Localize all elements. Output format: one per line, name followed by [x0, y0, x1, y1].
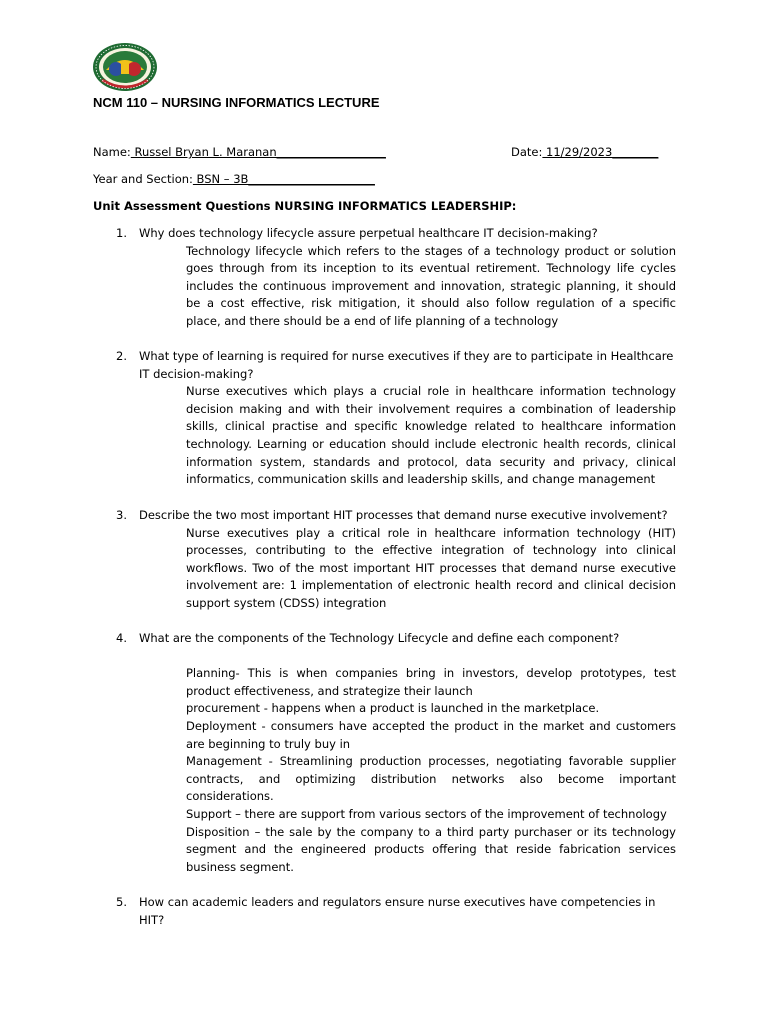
- question-number: 5.: [116, 895, 127, 909]
- question-text: Describe the two most important HIT processes that demand nurse executive involvement?: [139, 508, 668, 522]
- component-disposition: Disposition – the sale by the company to a third party purchaser or its technology segment and the engineered products offering that reside fabrication services business segment.: [186, 824, 676, 874]
- question-text: What type of learning is required for nurse executives if they are to participate in Healthcare IT decision-making?: [139, 349, 674, 381]
- question-text: How can academic leaders and regulators ensure nurse executives have competencies in HIT?: [139, 895, 656, 927]
- course-title: NCM 110 – NURSING INFORMATICS LECTURE: [93, 95, 380, 110]
- question-5: [116, 894, 676, 929]
- question-number: 4.: [116, 631, 127, 645]
- university-seal-logo: [92, 42, 158, 92]
- year-section-label: Year and Section:: [93, 172, 193, 186]
- component-planning: Planning- This is when companies bring in investors, develop prototypes, test product effectiveness, and strategize their launch: [186, 666, 676, 698]
- question-1: [116, 225, 676, 331]
- question-4: [116, 630, 676, 876]
- question-number: 2.: [116, 349, 127, 363]
- component-procurement: procurement - happens when a product is launched in the marketplace.: [186, 701, 600, 716]
- question-2: [116, 348, 676, 489]
- name-value: Russel Bryan L. Maranan___________________: [130, 145, 386, 159]
- question-3: [116, 507, 676, 613]
- date-label: Date:: [511, 145, 543, 159]
- answer-text: Nurse executives which plays a crucial role in healthcare information technology decision making and with their involvement requires a combination of leadership skills, clinical practise and specific knowledge related to healthcare information technology. Learning or education should include electronic health records, clinical information system, standards and protocol, data security and privacy, clinical informatics, communication skills and leadership skills, and change management: [186, 384, 676, 487]
- unit-heading: Unit Assessment Questions NURSING INFORMATICS LEADERSHIP:: [93, 199, 517, 213]
- date-value: 11/29/2023________: [542, 145, 659, 159]
- component-support: Support – there are support from various sectors of the improvement of technology: [186, 806, 667, 821]
- name-line: [93, 144, 386, 162]
- answer-text: Nurse executives play a critical role in healthcare information technology (HIT) processes, contributing to the effective integration of technology into clinical workflows. Two of the most important HIT processes that demand nurse executive involvement are: 1 implementation of electronic health record and clinical decision support system (CDSS) integration: [186, 525, 676, 610]
- component-management: Management - Streamlining production processes, negotiating favorable supplier contracts, and optimizing distribution networks also become important considerations.: [186, 754, 676, 804]
- question-number: 3.: [116, 508, 127, 522]
- year-section-line: [93, 171, 375, 189]
- question-number: 1.: [116, 226, 127, 240]
- answer-text: Technology lifecycle which refers to the stages of a technology product or solution goes through from its inception to its eventual retirement. Technology life cycles includes the continuous improvement and innovation, strategic planning, it should be a cost effective, risk mitigation, it should also follow regulation of a specific place, and there should be a end of life planning of a technology: [186, 243, 676, 328]
- question-text: What are the components of the Technology Lifecycle and define each component?: [139, 631, 620, 645]
- date-line: [511, 144, 658, 162]
- question-text: Why does technology lifecycle assure perpetual healthcare IT decision-making?: [139, 226, 598, 240]
- component-deployment: Deployment - consumers have accepted the product in the market and customers are beginning to truly buy in: [186, 718, 676, 751]
- year-section-value: BSN – 3B______________________: [192, 172, 375, 186]
- name-label: Name:: [93, 145, 131, 159]
